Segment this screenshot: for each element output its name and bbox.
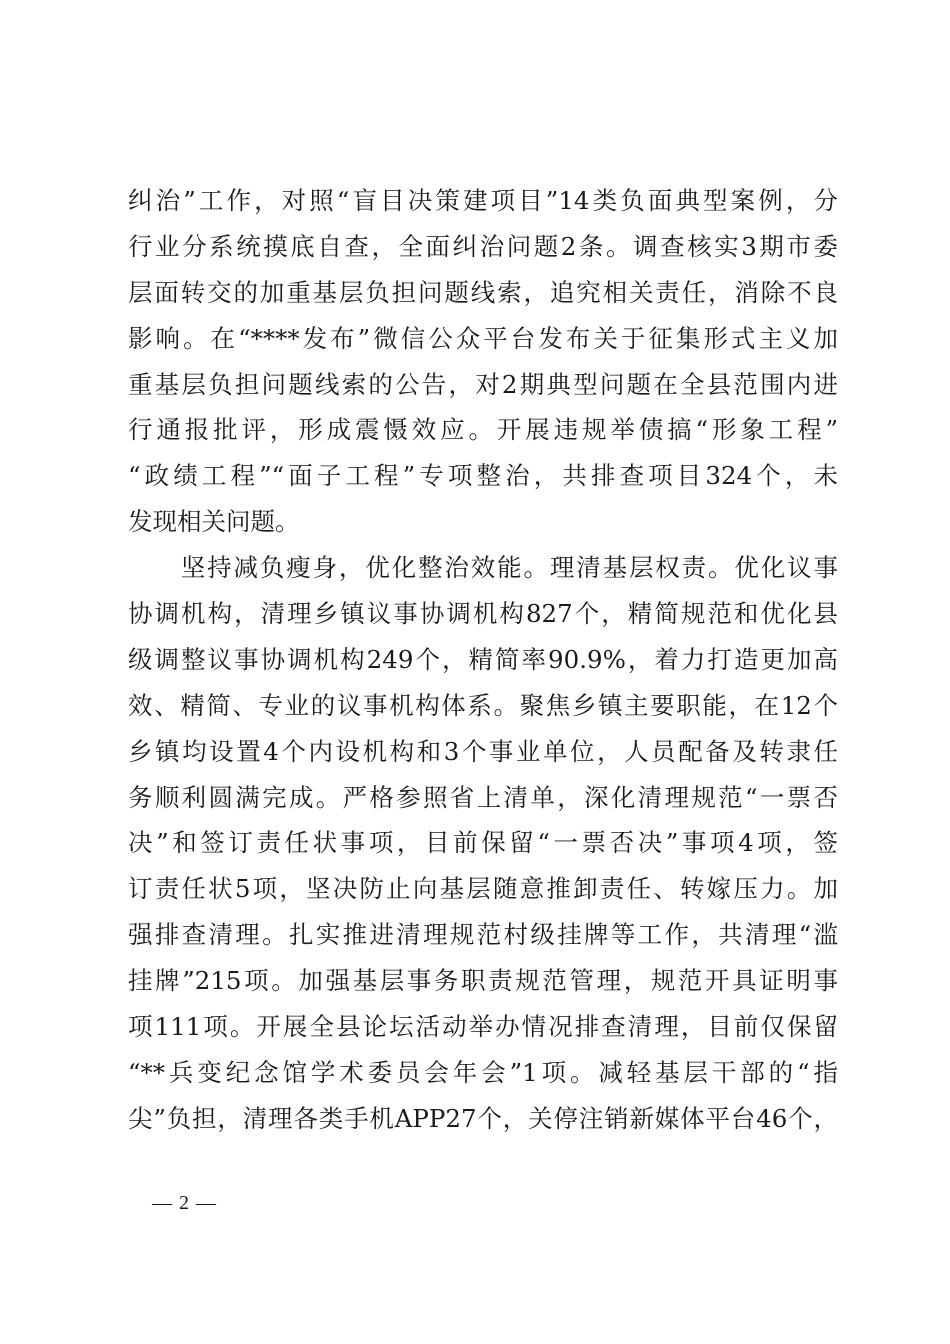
text-line: “**兵变纪念馆学术委员会年会”1项。减轻基层干部的“指 xyxy=(128,1057,838,1087)
text-line: 决”和签订责任状事项，目前保留“一票否决”事项4项，签 xyxy=(128,828,838,858)
text-line: 务顺利圆满完成。严格参照省上清单，深化清理规范“一票否 xyxy=(128,782,838,812)
text-line: 尖”负担，清理各类手机APP27个，关停注销新媒体平台46个， xyxy=(128,1103,838,1133)
text-line: “政绩工程”“面子工程”专项整治，共排查项目324个，未 xyxy=(128,461,838,491)
text-line: 效、精简、专业的议事机构体系。聚焦乡镇主要职能，在12个 xyxy=(128,690,838,720)
text-line: 强排查清理。扎实推进清理规范村级挂牌等工作，共清理“滥 xyxy=(128,920,838,950)
text-line: 坚持减负瘦身，优化整治效能。理清基层权责。优化议事 xyxy=(128,553,838,583)
text-line: 项111项。开展全县论坛活动举办情况排查清理，目前仅保留 xyxy=(128,1012,838,1042)
text-line: 重基层负担问题线索的公告，对2期典型问题在全县范围内进 xyxy=(128,369,838,399)
text-line: 订责任状5项，坚决防止向基层随意推卸责任、转嫁压力。加 xyxy=(128,874,838,904)
text-line: 层面转交的加重基层负担问题线索，追究相关责任，消除不良 xyxy=(128,277,838,307)
text-line: 行通报批评，形成震慑效应。开展违规举债搞“形象工程” xyxy=(128,415,838,445)
text-line: 纠治”工作，对照“盲目决策建项目”14类负面典型案例，分 xyxy=(128,186,838,215)
text-line: 级调整议事协调机构249个，精简率90.9%，着力打造更加高 xyxy=(128,644,838,674)
text-line: 挂牌”215项。加强基层事务职责规范管理，规范开具证明事 xyxy=(128,966,838,996)
text-line: 发现相关问题。 xyxy=(128,507,300,537)
body-text xyxy=(128,178,838,1142)
text-line: 乡镇均设置4个内设机构和3个事业单位，人员配备及转隶任 xyxy=(128,736,838,766)
text-line: 协调机构，清理乡镇议事协调机构827个，精简规范和优化县 xyxy=(128,599,838,629)
text-line: 影响。在“****发布”微信公众平台发布关于征集形式主义加 xyxy=(128,323,838,353)
page-number: — 2 — xyxy=(152,1192,217,1214)
text-line: 行业分系统摸底自查，全面纠治问题2条。调查核实3期市委 xyxy=(128,231,838,261)
